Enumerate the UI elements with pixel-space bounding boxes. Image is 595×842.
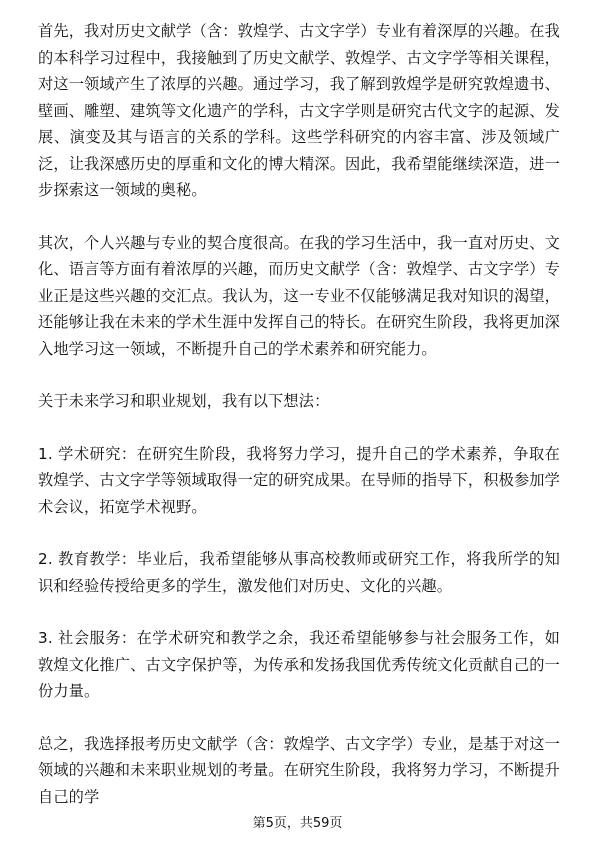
paragraph-plan-service: 3. 社会服务：在学术研究和教学之余，我还希望能够参与社会服务工作，如敦煌文化推广、古文字保护等，为传承和发扬我国优秀传统文化贡献自己的一份力量。: [38, 629, 560, 700]
paragraph-interest: 首先，我对历史文献学（含：敦煌学、古文字学）专业有着深厚的兴趣。在我的本科学习过程中，我接触到了历史文献学、敦煌学、古文字学等相关课程，对这一领域产生了浓厚的兴趣。通过学习，我了解到敦煌学是研究敦煌遗书、壁画、雕塑、建筑等文化遗产的学科，古文字学则是研究古代文字的起源、发展、演变及其与语言的关系的学科。这些学科研究的内容丰富、涉及领域广泛，让我深感历史的厚重和文化的博大精深。因此，我希望能继续深造，进一步探索这一领域的奥秘。: [38, 22, 560, 199]
paragraph-fit: 其次，个人兴趣与专业的契合度很高。在我的学习生活中，我一直对历史、文化、语言等方面有着浓厚的兴趣，而历史文献学（含：敦煌学、古文字学）专业正是这些兴趣的交汇点。我认为，这一专业不仅能够满足我对知识的渴望，还能够让我在未来的学术生涯中发挥自己的特长。在研究生阶段，我将更加深入地学习这一领域，不断提升自己的学术素养和研究能力。: [38, 233, 560, 358]
paragraph-plan-teaching: 2. 教育教学：毕业后，我希望能够从事高校教师或研究工作，将我所学的知识和经验传授给更多的学生，激发他们对历史、文化的兴趣。: [38, 550, 560, 595]
paragraph-plan-intro: 关于未来学习和职业规划，我有以下想法：: [38, 392, 330, 410]
paragraph-plan-research: 1. 学术研究：在研究生阶段，我将努力学习，提升自己的学术素养，争取在敦煌学、古文字学等领域取得一定的研究成果。在导师的指导下，积极参加学术会议，拓宽学术视野。: [38, 444, 560, 516]
paragraph-conclusion: 总之，我选择报考历史文献学（含：敦煌学、古文字学）专业，是基于对这一领域的兴趣和未来职业规划的考量。在研究生阶段，我将努力学习，不断提升自己的学: [38, 734, 560, 806]
page-number-footer: 第5页，共59页: [252, 816, 343, 831]
document-body: [38, 12, 560, 836]
